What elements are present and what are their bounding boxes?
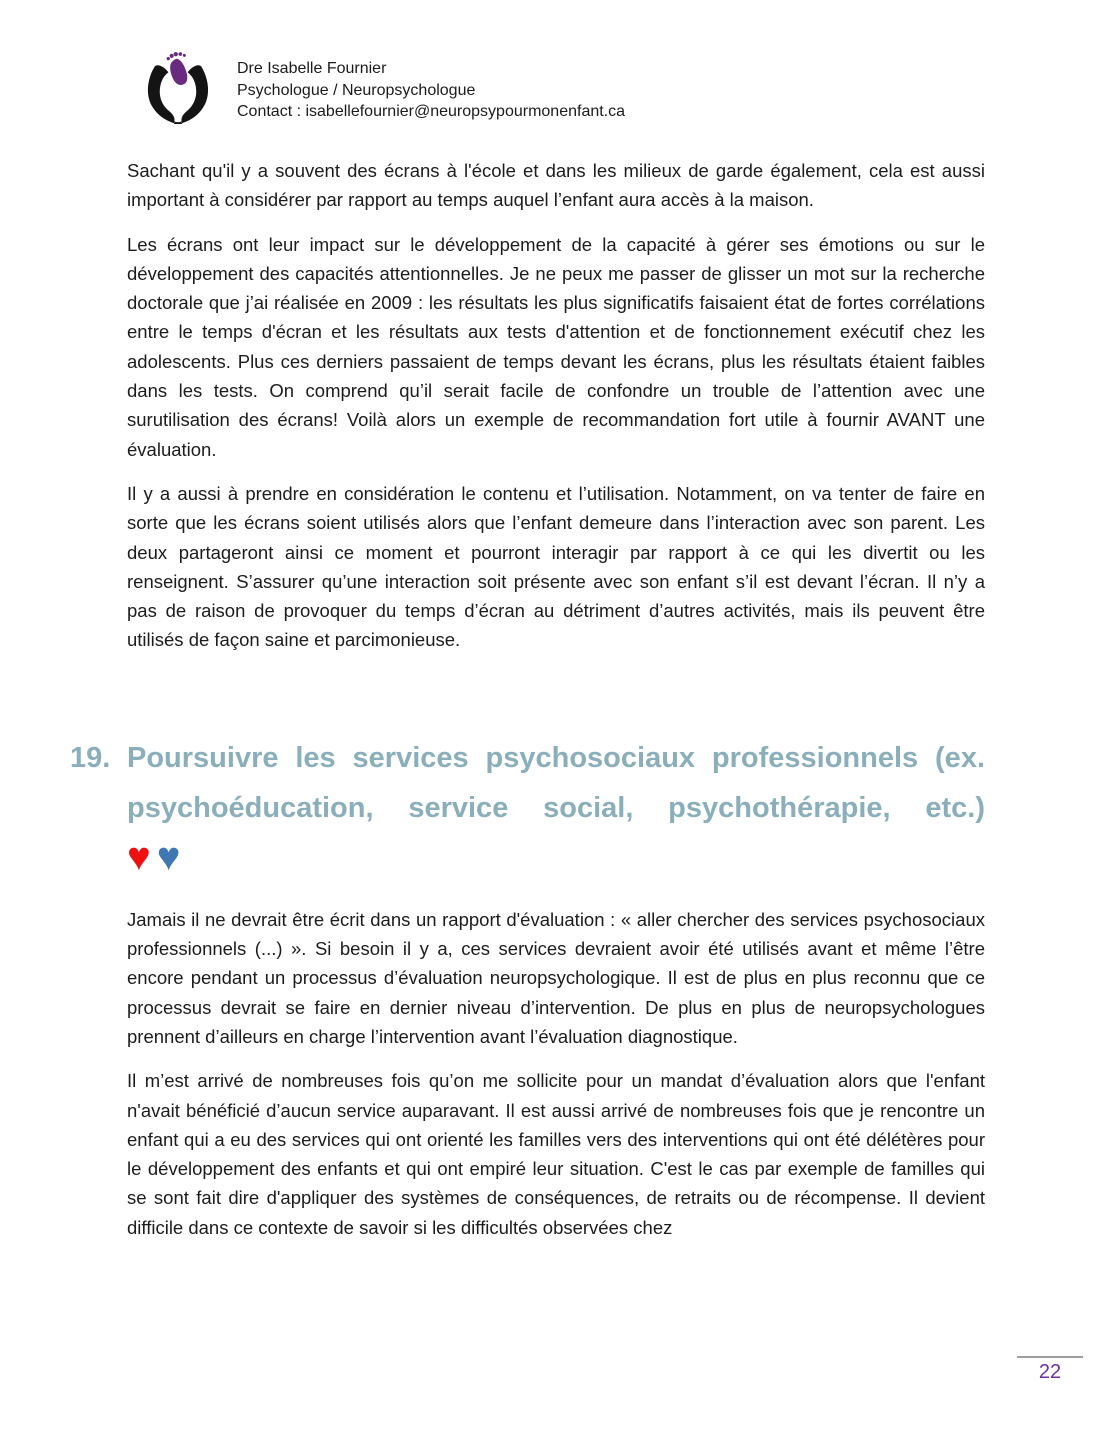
section-number: 19.	[70, 741, 111, 774]
paragraph-doctoral-research: Les écrans ont leur impact sur le développement de la capacité à gérer ses émotions ou sur le développement des capacités attentionnelles. Je ne peux me passer de glisser un mot sur la recherche doctorale que j’ai réalisée en 2009 : les résultats les plus significatifs faisaient état de fortes corrélations entre le temps d'écran et les résultats aux tests d'attention et de fonctionnement exécutif chez les adolescents. Plus ces derniers passaient de temps devant les écrans, plus les résultats étaient faibles dans les tests. On comprend qu’il serait facile de confondre un trouble de l’attention avec une surutilisation des écrans! Voilà alors un exemple de recommandation fort utile à fournir AVANT une évaluation.	[127, 233, 985, 460]
letterhead-text	[237, 58, 625, 123]
section-heading-line-1: Poursuivre les services psychosociaux professionnels (ex.	[127, 741, 985, 774]
letterhead	[127, 0, 985, 124]
practitioner-name: Dre Isabelle Fournier	[237, 60, 387, 77]
practitioner-title: Psychologue / Neuropsychologue	[237, 81, 476, 99]
paragraph-mandate-examples: Il m’est arrivé de nombreuses fois qu’on me sollicite pour un mandat d’évaluation alors que l'enfant n'avait bénéficié d’aucun service auparavant. Il est aussi arrivé de nombreuses fois que je rencontre un enfant qui a eu des services qui ont orienté les familles vers des interventions qui ont été délétères pour le développement des enfants et qui ont empiré leur situation. C'est le cas par exemple de familles qui se sont fait dire d'appliquer des systèmes de conséquences, de retraits ou de récompense. Il devient difficile dans ce contexte de savoir si les difficultés observées chez	[127, 1070, 985, 1238]
paragraph-screens-school: Sachant qu'il y a souvent des écrans à l'école et dans les milieux de garde également, cela est aussi important à considérer par rapport au temps auquel l’enfant aura accès à la maison.	[127, 160, 985, 211]
heading-hearts	[127, 834, 985, 879]
hands-footprint-logo-icon	[137, 52, 219, 124]
section-heading-19	[70, 733, 985, 879]
page-footer	[1017, 1356, 1083, 1384]
contact-email-line: Contact : isabellefournier@neuropsypourmonenfant.ca	[237, 103, 626, 120]
page-number: 22	[1038, 1361, 1062, 1383]
paragraph-content-and-use: Il y a aussi à prendre en considération le contenu et l’utilisation. Notamment, on va tenter de faire en sorte que les écrans soient utilisés alors que l’enfant demeure dans l’interaction avec son parent. Les deux partageront ainsi ce moment et pourront interagir par rapport à ce qui les divertit ou les renseignent. S’assurer qu’une interaction soit présente avec son enfant s’il est devant l’écran. Il n’y a pas de raison de provoquer du temps d’écran au détriment d’autres activités, mais ils peuvent être utilisés de façon saine et parcimonieuse.	[127, 482, 985, 651]
section-heading-line-2: psychoéducation, service social, psychothérapie, etc.)	[127, 791, 985, 824]
paragraph-never-written-in-report: Jamais il ne devrait être écrit dans un rapport d'évaluation : « aller chercher des services psychosociaux professionnels (...) ». Si besoin il y a, ces services devraient avoir été utilisés avant et même l’être encore pendant un processus d’évaluation neuropsychologique. Il est de plus en plus reconnu que ce processus devrait se faire en dernier niveau d’intervention. De plus en plus de neuropsychologues prennent d’ailleurs en charge l’intervention avant l’évaluation diagnostique.	[127, 908, 985, 1047]
footer-divider	[1017, 1356, 1083, 1358]
blue-heart-icon: ♥	[156, 834, 181, 879]
red-heart-icon: ♥	[127, 834, 151, 879]
